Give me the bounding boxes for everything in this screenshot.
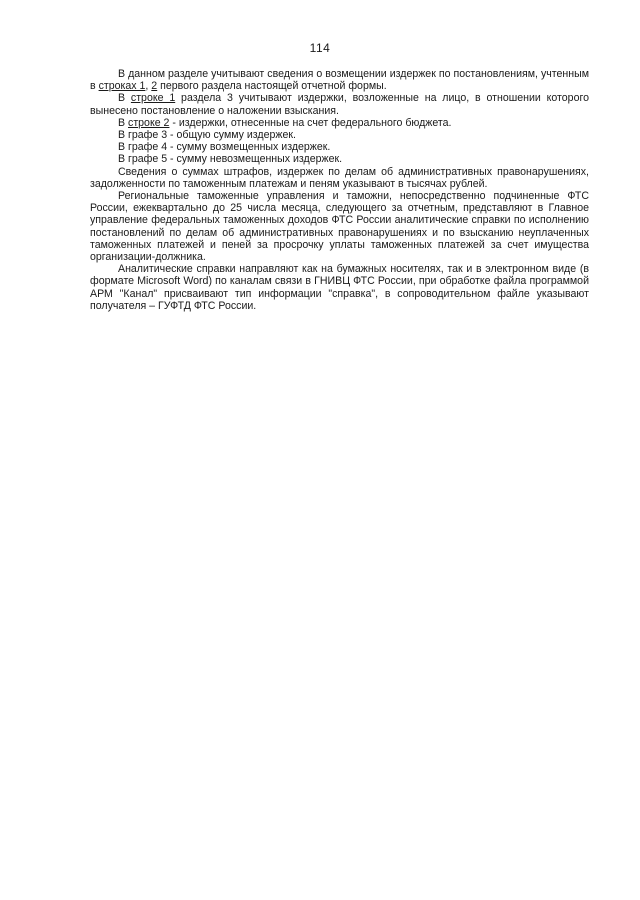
text-run: В bbox=[118, 92, 131, 105]
text-run: В графе 4 - сумму возмещенных издержек. bbox=[118, 141, 331, 154]
paragraph bbox=[90, 166, 589, 190]
link-rows-1[interactable]: строках 1 bbox=[98, 80, 146, 93]
text-run: Аналитические справки направляют как на бумажных носителях, так и в электронном виде (в формате Microsoft Word) по каналам связи в ГНИВЦ ФТС России, при обработке файла программой АРМ "Канал" присваивают тип информации "справка", в сопроводительном файле указывают получателя – ГУФТД ФТС России. bbox=[90, 263, 589, 312]
text-run: В графе 5 - сумму невозмещенных издержек. bbox=[118, 153, 343, 166]
paragraph bbox=[90, 263, 589, 312]
body-text bbox=[90, 68, 589, 312]
paragraph bbox=[90, 129, 589, 141]
link-row-1[interactable]: строке 1 bbox=[130, 92, 176, 105]
text-run: В bbox=[118, 116, 129, 129]
paragraph bbox=[90, 117, 589, 129]
paragraph bbox=[90, 68, 589, 92]
text-run: раздела 3 учитывают издержки, возложенные на лицо, в отношении которого вынесено постановление о наложении взыскания. bbox=[90, 92, 589, 117]
text-run: первого раздела настоящей отчетной формы. bbox=[157, 80, 387, 93]
text-run: В графе 3 - общую сумму издержек. bbox=[118, 129, 296, 142]
text-run: - издержки, отнесенные на счет федерального бюджета. bbox=[169, 116, 452, 129]
paragraph bbox=[90, 153, 589, 165]
paragraph bbox=[90, 190, 589, 263]
paragraph bbox=[90, 141, 589, 153]
text-run: Сведения о суммах штрафов, издержек по делам об административных правонарушениях, задолженности по таможенным платежам и пеням указывают в тысячах рублей. bbox=[90, 165, 589, 190]
text-run: Региональные таможенные управления и таможни, непосредственно подчиненные ФТС России, ежеквартально до 25 числа месяца, следующего за отчетным, представляют в Главное управление федеральных таможенных доходов ФТС России аналитические справки по исполнению постановлений по делам об административных правонарушениях и по взысканию неуплаченных таможенных платежей и пеней за просрочку уплаты таможенных платежей за счет имущества организации-должника. bbox=[90, 190, 589, 264]
page-number: 114 bbox=[309, 41, 331, 55]
paragraph bbox=[90, 92, 589, 116]
link-row-2[interactable]: 2 bbox=[151, 80, 158, 93]
text-run: В данном разделе учитывают сведения о возмещении издержек по постановлениям, учтенным в bbox=[90, 68, 589, 93]
link-row-2[interactable]: строке 2 bbox=[128, 116, 170, 129]
text-run: , bbox=[145, 80, 152, 93]
